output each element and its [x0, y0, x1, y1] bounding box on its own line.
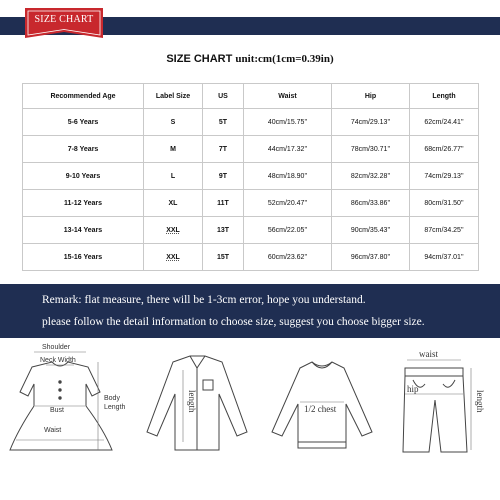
column-header: Label Size [144, 84, 203, 109]
page-title [0, 53, 500, 65]
cell-label-size: XXL [144, 244, 203, 271]
cell-hip: 90cm/35.43'' [332, 217, 410, 244]
remark-banner [0, 284, 500, 338]
label-sweater-chest: 1/2 chest [304, 404, 337, 414]
pants-diagram [385, 340, 500, 460]
cell-length: 94cm/37.01'' [410, 244, 479, 271]
cell-hip: 82cm/32.28'' [332, 163, 410, 190]
label-pants-length: length [475, 390, 485, 413]
cell-us: 11T [203, 190, 244, 217]
cell-length: 80cm/31.50'' [410, 190, 479, 217]
cell-label-size: XXL [144, 217, 203, 244]
label-shoulder: Shoulder [42, 344, 71, 351]
label-waist: Waist [44, 427, 62, 434]
cell-length: 74cm/29.13'' [410, 163, 479, 190]
cell-hip: 86cm/33.86'' [332, 190, 410, 217]
column-header: Length [410, 84, 479, 109]
column-header: Waist [244, 84, 332, 109]
label-neck-width: Neck Width [40, 357, 76, 364]
table-row [23, 163, 479, 190]
remark-line-2: please follow the detail information to choose size, suggest you choose bigger size. [42, 316, 425, 328]
cell-us: 7T [203, 136, 244, 163]
table-header-row [23, 84, 479, 109]
cell-length: 68cm/26.77'' [410, 136, 479, 163]
title-prefix: SIZE CHART [166, 53, 236, 65]
label-pants-hip: hip [407, 384, 419, 394]
cell-length: 87cm/34.25'' [410, 217, 479, 244]
shirt-diagram [135, 340, 260, 460]
cell-waist: 60cm/23.62'' [244, 244, 332, 271]
cell-waist: 52cm/20.47'' [244, 190, 332, 217]
table-row [23, 190, 479, 217]
cell-age: 9-10 Years [23, 163, 144, 190]
cell-age: 15-16 Years [23, 244, 144, 271]
pants-measure-lines [405, 360, 471, 450]
cell-age: 11-12 Years [23, 190, 144, 217]
table-row [23, 244, 479, 271]
cell-us: 15T [203, 244, 244, 271]
title-unit: unit:cm(1cm=0.39in) [235, 53, 334, 65]
column-header: Recommended Age [23, 84, 144, 109]
column-header: Hip [332, 84, 410, 109]
column-header: US [203, 84, 244, 109]
cell-waist: 48cm/18.90'' [244, 163, 332, 190]
cell-label-size: L [144, 163, 203, 190]
cell-hip: 74cm/29.13'' [332, 109, 410, 136]
cell-hip: 96cm/37.80'' [332, 244, 410, 271]
cell-us: 13T [203, 217, 244, 244]
cell-label-size: XL [144, 190, 203, 217]
size-chart-badge: SIZE CHART [34, 14, 94, 25]
cell-age: 7-8 Years [23, 136, 144, 163]
cell-waist: 56cm/22.05'' [244, 217, 332, 244]
cell-age: 5-6 Years [23, 109, 144, 136]
table-row [23, 217, 479, 244]
cell-us: 9T [203, 163, 244, 190]
remark-line-1: Remark: flat measure, there will be 1-3cm error, hope you understand. [42, 294, 366, 306]
cell-hip: 78cm/30.71'' [332, 136, 410, 163]
cell-length: 62cm/24.41'' [410, 109, 479, 136]
table-row [23, 109, 479, 136]
size-table [22, 83, 479, 271]
label-bust: Bust [50, 407, 65, 414]
label-length: Length [104, 404, 126, 411]
cell-waist: 44cm/17.32'' [244, 136, 332, 163]
cell-label-size: S [144, 109, 203, 136]
cell-age: 13-14 Years [23, 217, 144, 244]
label-body: Body [104, 395, 120, 402]
sweater-diagram [260, 340, 385, 460]
table-row [23, 136, 479, 163]
dress-diagram [0, 340, 135, 460]
dress-measure-lines [16, 352, 104, 450]
label-shirt-length: length [187, 390, 197, 413]
cell-waist: 40cm/15.75'' [244, 109, 332, 136]
pants-outline-icon [403, 368, 467, 452]
cell-us: 5T [203, 109, 244, 136]
cell-label-size: M [144, 136, 203, 163]
label-pants-waist: waist [419, 349, 438, 359]
